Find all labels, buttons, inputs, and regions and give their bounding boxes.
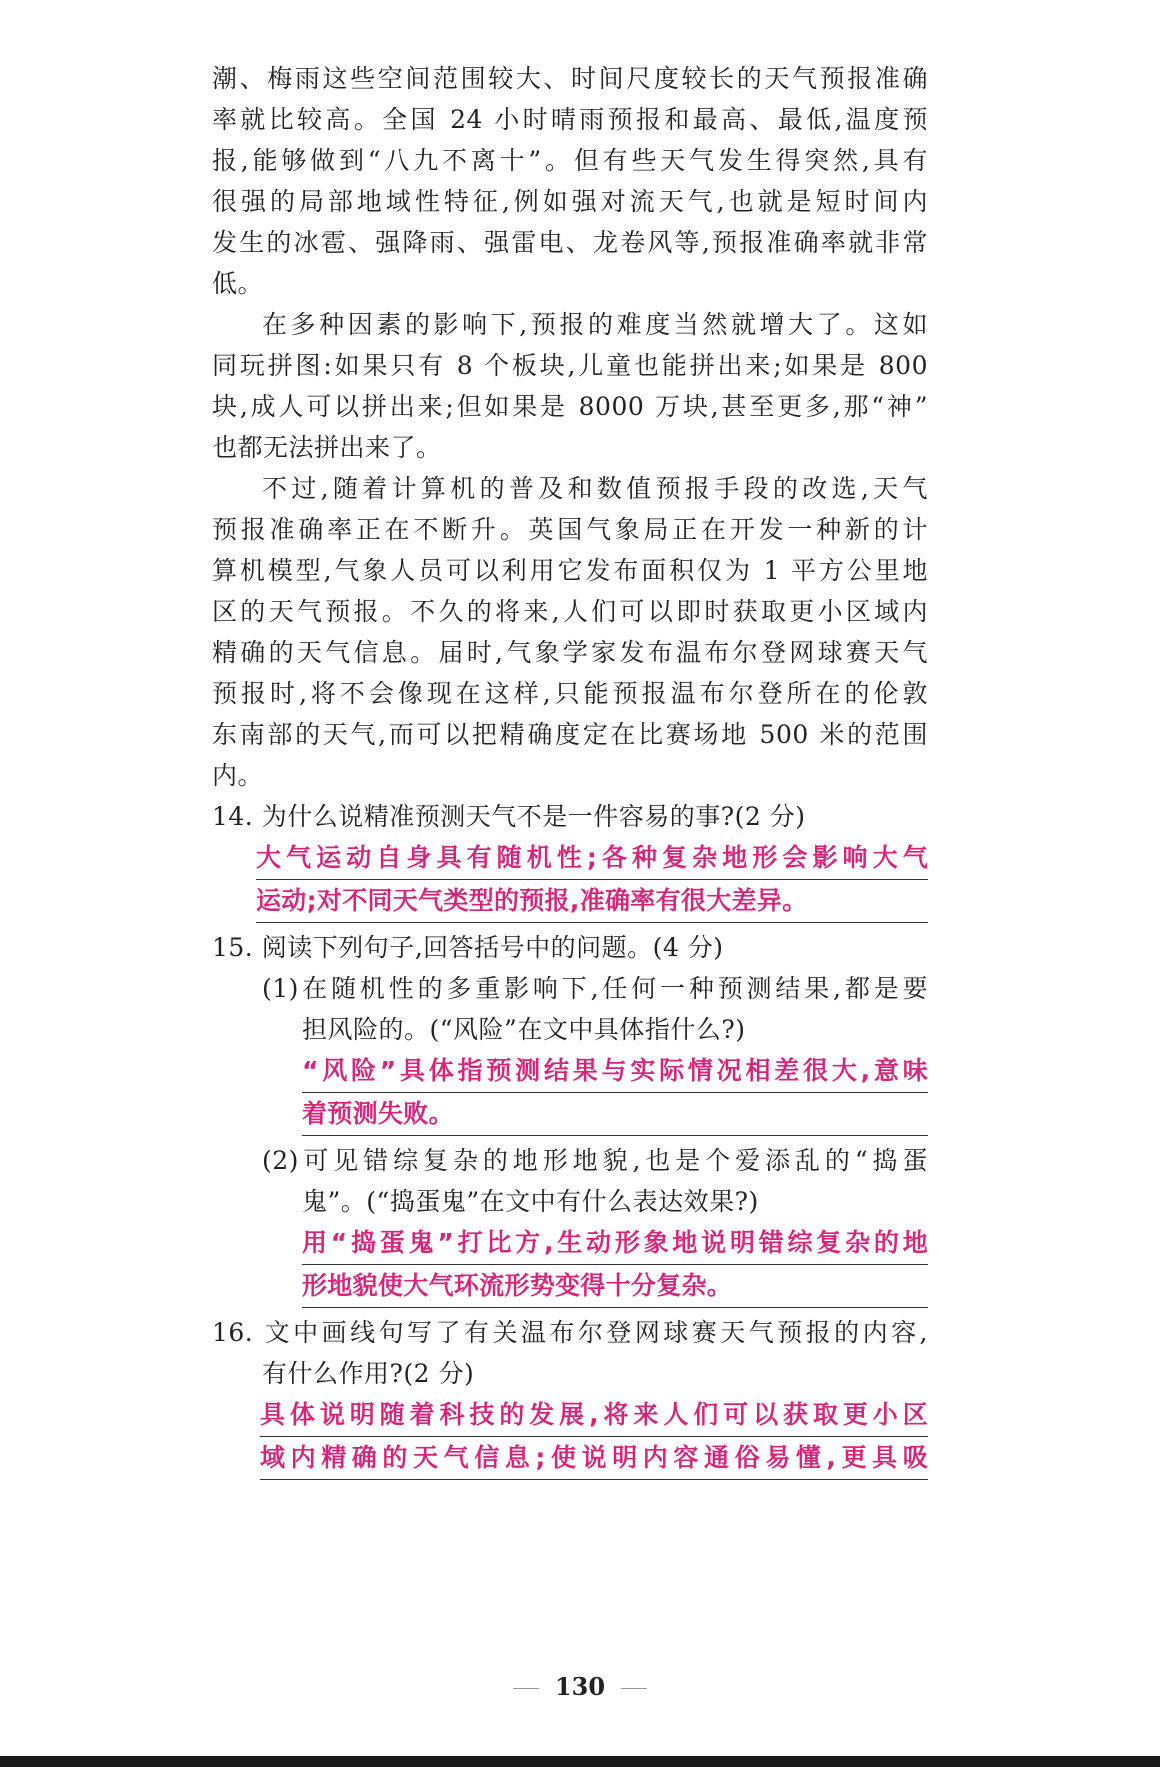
answer-line: 大气运动自身具有随机性;各种复杂地形会影响大气	[256, 841, 928, 880]
page-number-dash-left	[513, 1688, 539, 1689]
answer-line: 运动;对不同天气类型的预报,准确率有很大差异。	[256, 884, 928, 923]
passage-line: 东南部的天气,而可以把精确度定在比赛场地 500 米的范围	[212, 720, 928, 749]
page-number-dash-right	[621, 1688, 647, 1689]
answer-line: 域内精确的天气信息;使说明内容通俗易懂,更具吸	[260, 1441, 928, 1480]
passage-line: 区的天气预报。不久的将来,人们可以即时获取更小区域内	[212, 597, 928, 626]
answer-line: “风险”具体指预测结果与实际情况相差很大,意味	[302, 1054, 928, 1093]
answer-line: 具体说明随着科技的发展,将来人们可以获取更小区	[260, 1398, 928, 1437]
passage-line: 报,能够做到“八九不离十”。但有些天气发生得突然,具有	[212, 146, 928, 175]
passage-line: 很强的局部地域性特征,例如强对流天气,也就是短时间内	[212, 187, 928, 216]
passage-line: 预报时,将不会像现在这样,只能预报温布尔登所在的伦敦	[212, 679, 928, 708]
subquestion-line: 鬼”。(“捣蛋鬼”在文中有什么表达效果?)	[302, 1187, 759, 1216]
passage-line: 不过,随着计算机的普及和数值预报手段的改选,天气	[262, 474, 928, 503]
passage-line: 也都无法拼出来了。	[212, 433, 442, 462]
passage-line: 内。	[212, 761, 264, 790]
passage-line: 同玩拼图:如果只有 8 个板块,儿童也能拼出来;如果是 800	[212, 351, 928, 380]
passage-line: 率就比较高。全国 24 小时晴雨预报和最高、最低,温度预	[212, 105, 928, 134]
page-number-value: 130	[554, 1672, 606, 1701]
subquestion-line: (1)在随机性的多重影响下,任何一种预测结果,都是要	[262, 974, 928, 1003]
question-15-text: 15. 阅读下列句子,回答括号中的问题。(4 分)	[212, 933, 724, 962]
answer-line: 用“捣蛋鬼”打比方,生动形象地说明错综复杂的地	[302, 1226, 928, 1265]
answer-line: 形地貌使大气环流形势变得十分复杂。	[302, 1269, 928, 1308]
passage-line: 精确的天气信息。届时,气象学家发布温布尔登网球赛天气	[212, 638, 928, 667]
page-number	[480, 1672, 680, 1701]
passage-line: 低。	[212, 269, 264, 298]
question-16-text: 有什么作用?(2 分)	[262, 1359, 475, 1388]
passage-line: 潮、梅雨这些空间范围较大、时间尺度较长的天气预报准确	[212, 64, 928, 93]
passage-line: 块,成人可以拼出来;但如果是 8000 万块,甚至更多,那“神”	[212, 392, 928, 421]
passage-line: 在多种因素的影响下,预报的难度当然就增大了。这如	[262, 310, 928, 339]
answer-line: 着预测失败。	[302, 1097, 928, 1136]
subquestion-line: (2)可见错综复杂的地形地貌,也是个爱添乱的“捣蛋	[262, 1146, 928, 1175]
question-16-text: 16. 文中画线句写了有关温布尔登网球赛天气预报的内容,	[212, 1318, 928, 1347]
subquestion-line: 担风险的。(“风险”在文中具体指什么?)	[302, 1015, 746, 1044]
bottom-edge-bar	[0, 1756, 1160, 1767]
passage-line: 算机模型,气象人员可以利用它发布面积仅为 1 平方公里地	[212, 556, 928, 585]
passage-line: 发生的冰雹、强降雨、强雷电、龙卷风等,预报准确率就非常	[212, 228, 928, 257]
passage-line: 预报准确率正在不断升。英国气象局正在开发一种新的计	[212, 515, 928, 544]
question-14-text: 14. 为什么说精准预测天气不是一件容易的事?(2 分)	[212, 802, 806, 831]
